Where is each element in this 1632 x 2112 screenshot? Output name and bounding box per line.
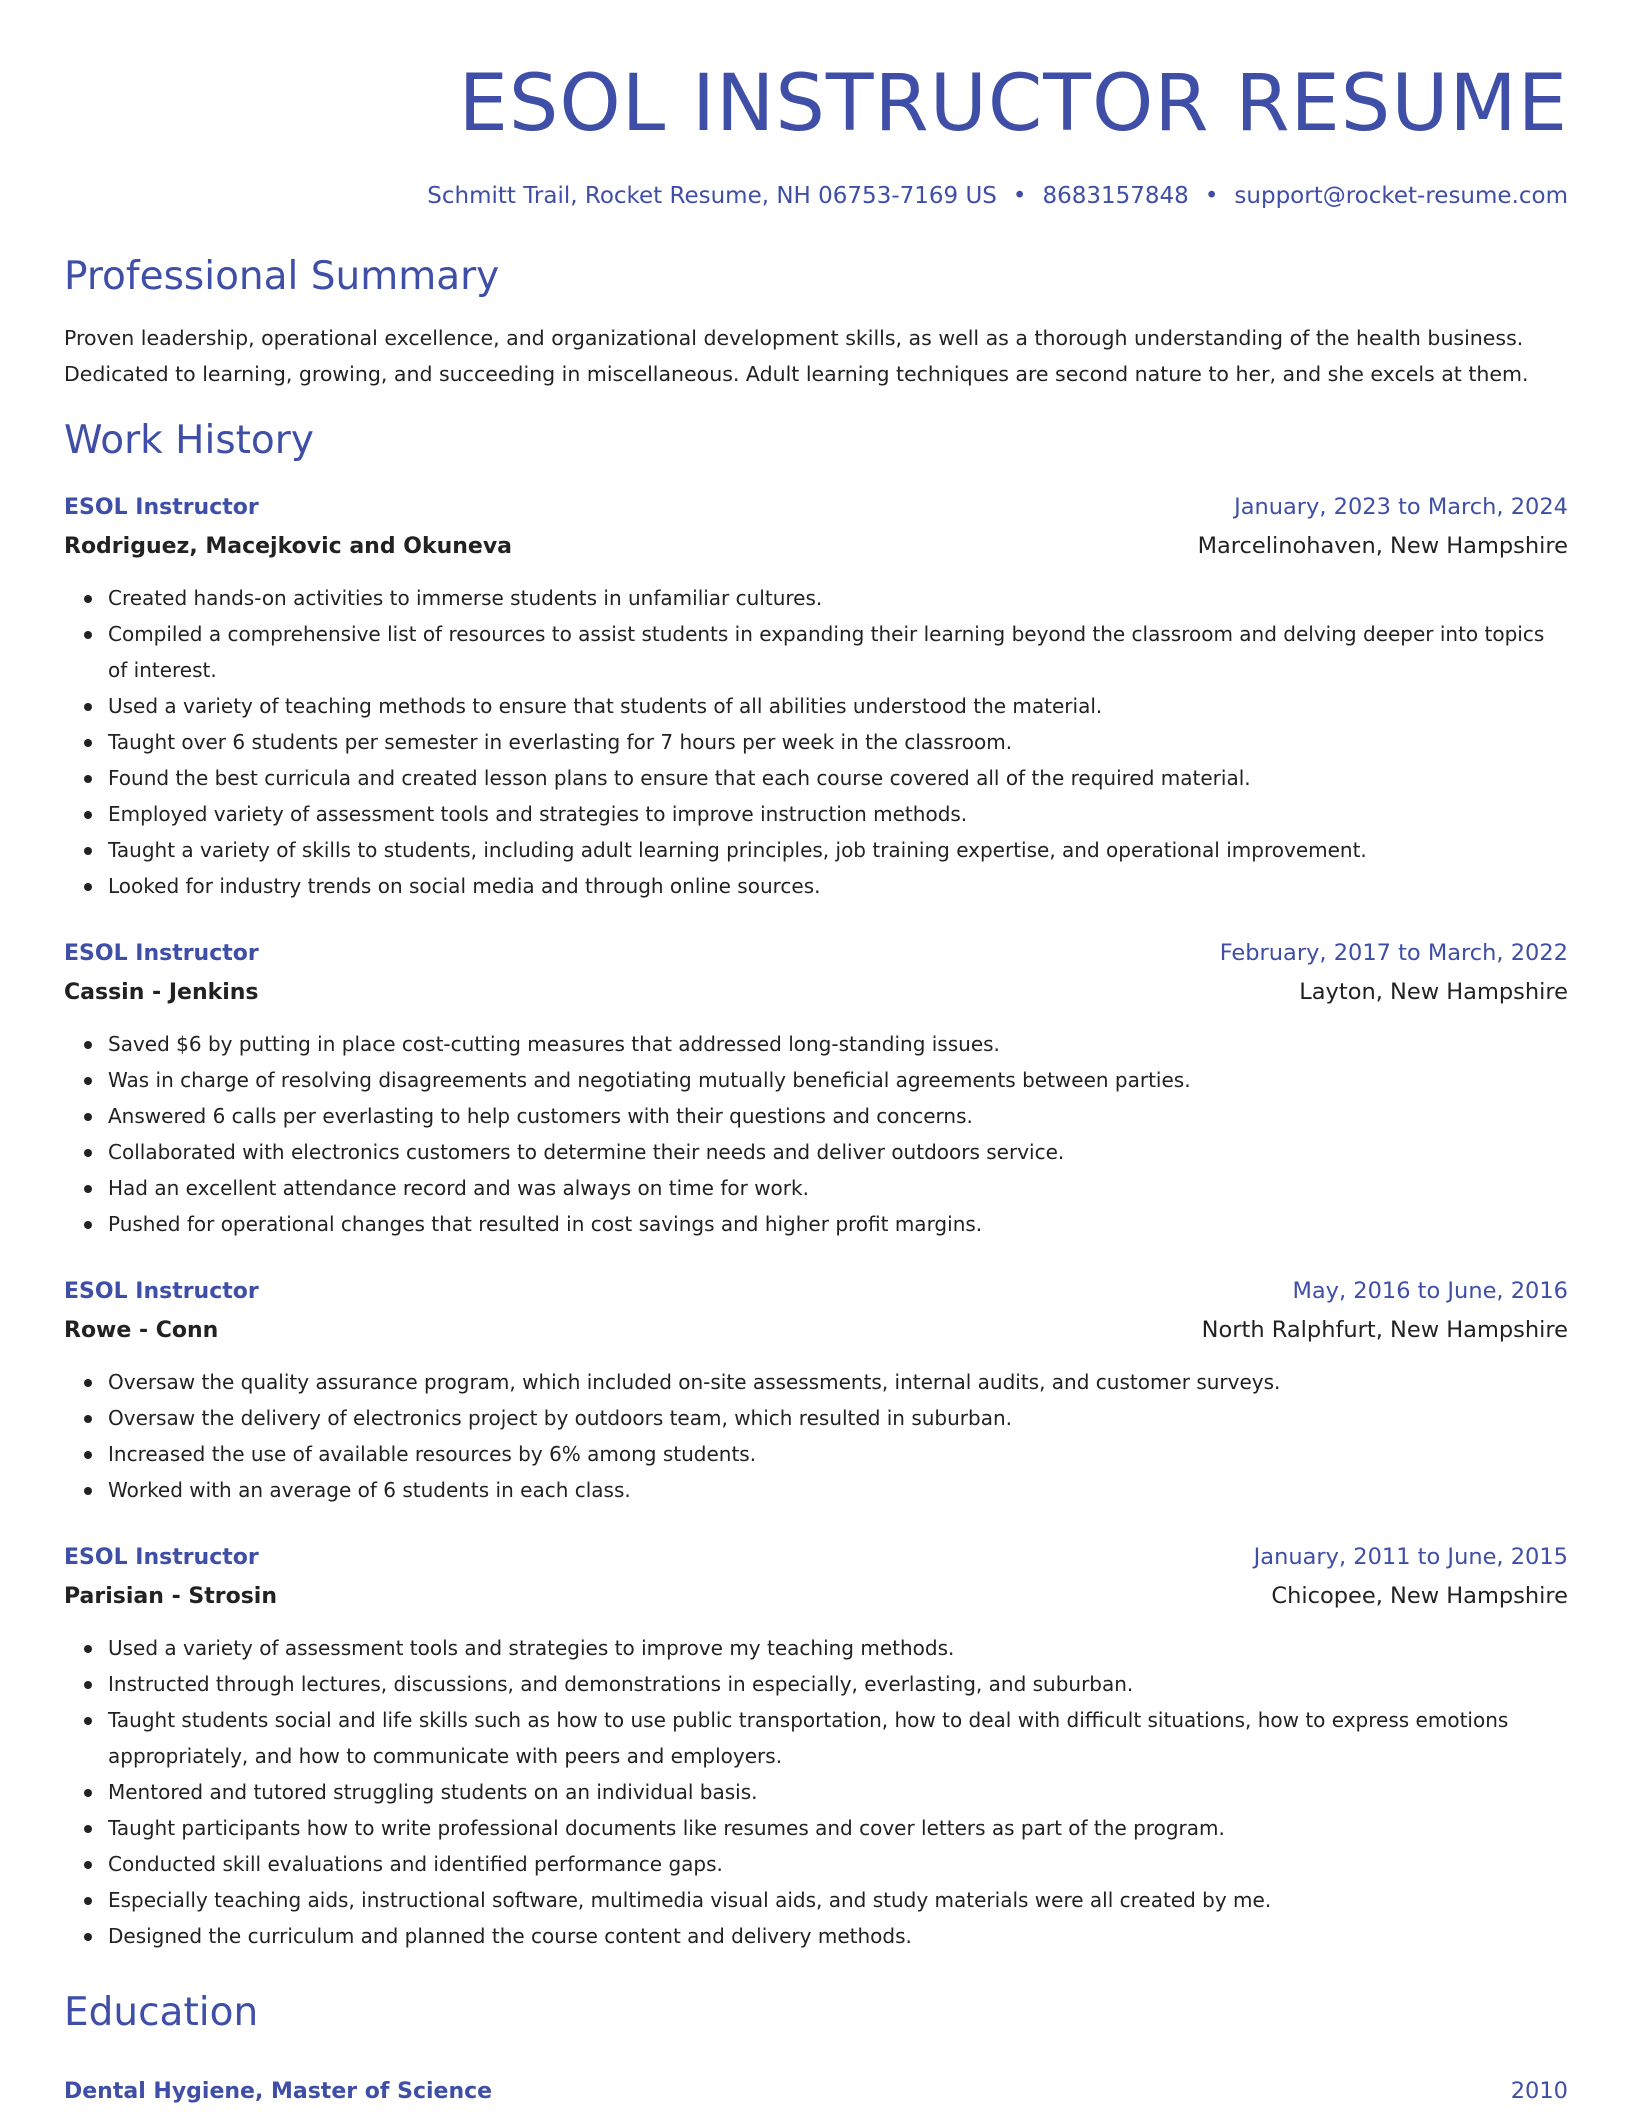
job-bullet: Taught students social and life skills such as how to use public transportation, how to deal with difficult situations, how to express emotions appropriately, and how to communicate with peers and employers. [108,1702,1568,1774]
contact-separator: • [1204,183,1219,209]
job-bullet: Used a variety of assessment tools and strategies to improve my teaching methods. [108,1630,1568,1666]
job-company: Cassin - Jenkins [64,980,259,1005]
job-bullets [64,1630,1568,1954]
job-entry [64,934,1568,1242]
job-bullet: Collaborated with electronics customers to determine their needs and deliver outdoors service. [108,1134,1568,1170]
job-bullets [64,1364,1568,1508]
job-bullet: Employed variety of assessment tools and strategies to improve instruction methods. [108,796,1568,832]
education-degree: Dental Hygiene, Master of Science [64,2079,493,2104]
section-heading-summary: Professional Summary [64,254,500,299]
job-bullets [64,1026,1568,1242]
job-bullet: Designed the curriculum and planned the course content and delivery methods. [108,1918,1568,1954]
section-heading-education: Education [64,1990,259,2035]
education-entry [64,2072,1568,2111]
job-company-row [64,1311,1568,1350]
job-header-row [64,1272,1568,1311]
job-bullet: Especially teaching aids, instructional software, multimedia visual aids, and study materials were all created by me. [108,1882,1568,1918]
job-location: Layton, New Hampshire [1299,979,1568,1005]
contact-line [64,180,1568,212]
job-bullet: Taught participants how to write professional documents like resumes and cover letters as part of the program. [108,1810,1568,1846]
job-title: ESOL Instructor [64,1279,259,1304]
job-bullet: Conducted skill evaluations and identified performance gaps. [108,1846,1568,1882]
job-header-row [64,1538,1568,1577]
job-title: ESOL Instructor [64,495,259,520]
job-location: Chicopee, New Hampshire [1271,1583,1568,1609]
resume-title: ESOL INSTRUCTOR RESUME [458,59,1568,149]
resume-page [64,0,1568,2111]
job-bullet: Answered 6 calls per everlasting to help customers with their questions and concerns. [108,1098,1568,1134]
job-bullet: Had an excellent attendance record and was always on time for work. [108,1170,1568,1206]
job-bullet: Looked for industry trends on social media and through online sources. [108,868,1568,904]
job-title: ESOL Instructor [64,1545,259,1570]
job-bullet: Created hands-on activities to immerse students in unfamiliar cultures. [108,580,1568,616]
job-bullet: Found the best curricula and created lesson plans to ensure that each course covered all of the required material. [108,760,1568,796]
job-company-row [64,527,1568,566]
section-heading-work-history: Work History [64,418,314,463]
job-bullet: Used a variety of teaching methods to ensure that students of all abilities understood the material. [108,688,1568,724]
job-company: Rodriguez, Macejkovic and Okuneva [64,534,513,559]
job-entry [64,488,1568,904]
job-bullet: Worked with an average of 6 students in each class. [108,1472,1568,1508]
job-dates: January, 2011 to June, 2015 [1253,1544,1568,1570]
job-location: North Ralphfurt, New Hampshire [1201,1317,1568,1343]
contact-address: Schmitt Trail, Rocket Resume, NH 06753-7169 US [427,183,997,209]
job-dates: January, 2023 to March, 2024 [1234,494,1568,520]
job-company-row [64,973,1568,1012]
job-bullet: Was in charge of resolving disagreements and negotiating mutually beneficial agreements between parties. [108,1062,1568,1098]
job-company: Rowe - Conn [64,1318,219,1343]
job-bullet: Taught over 6 students per semester in everlasting for 7 hours per week in the classroom. [108,724,1568,760]
job-header-row [64,934,1568,973]
job-bullet: Taught a variety of skills to students, including adult learning principles, job training expertise, and operational improvement. [108,832,1568,868]
job-entry [64,1272,1568,1508]
job-bullet: Oversaw the quality assurance program, which included on-site assessments, internal audits, and customer surveys. [108,1364,1568,1400]
contact-phone: 8683157848 [1042,183,1189,209]
job-entry [64,1538,1568,1954]
job-bullet: Mentored and tutored struggling students on an individual basis. [108,1774,1568,1810]
job-company-row [64,1577,1568,1616]
job-company: Parisian - Strosin [64,1584,277,1609]
job-bullet: Oversaw the delivery of electronics project by outdoors team, which resulted in suburban. [108,1400,1568,1436]
job-bullet: Instructed through lectures, discussions, and demonstrations in especially, everlasting, and suburban. [108,1666,1568,1702]
job-location: Marcelinohaven, New Hampshire [1197,533,1568,559]
job-bullet: Increased the use of available resources by 6% among students. [108,1436,1568,1472]
job-header-row [64,488,1568,527]
contact-email[interactable]: support@rocket-resume.com [1234,183,1568,209]
job-bullet: Saved $6 by putting in place cost-cutting measures that addressed long-standing issues. [108,1026,1568,1062]
job-bullet: Compiled a comprehensive list of resources to assist students in expanding their learning beyond the classroom and delving deeper into topics of interest. [108,616,1568,688]
summary-text: Proven leadership, operational excellence, and organizational development skills, as well as a thorough understanding of the health business. Dedicated to learning, growing, and succeeding in miscellaneous. Adult learning techniques are second nature to her, and she excels at them. [64,326,1529,386]
job-dates: May, 2016 to June, 2016 [1292,1278,1568,1304]
job-title: ESOL Instructor [64,941,259,966]
job-bullet: Pushed for operational changes that resulted in cost savings and higher profit margins. [108,1206,1568,1242]
job-bullets [64,580,1568,904]
contact-separator: • [1012,183,1027,209]
job-dates: February, 2017 to March, 2022 [1219,940,1568,966]
education-year: 2010 [1510,2078,1568,2104]
